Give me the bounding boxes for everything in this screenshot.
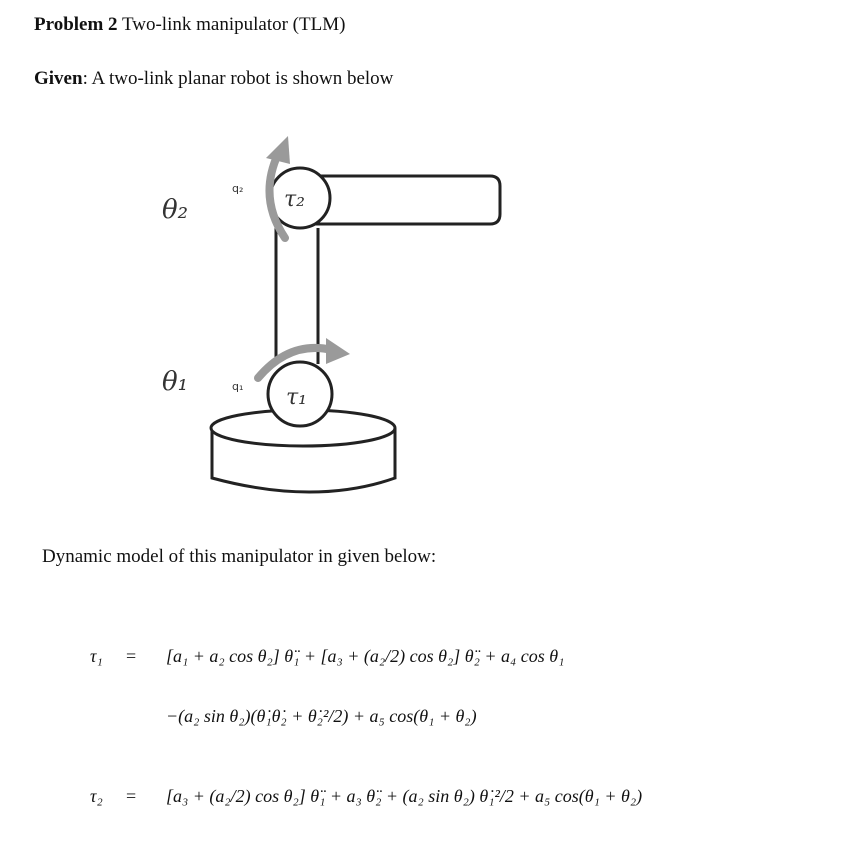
tau2-label: τ₂ bbox=[284, 187, 305, 212]
tau1-label: τ₁ bbox=[286, 385, 307, 410]
given-line bbox=[34, 68, 393, 90]
q1-label: q₁ bbox=[232, 380, 244, 393]
tau1-line-1: [a₁ + a₂ cos θ₂] θ̈₁ + [a₃ + (a₂/2) cos θ₂] θ̈₂ + a₄ cos θ₁ bbox=[166, 646, 565, 666]
tau1-line-2: −(a₂ sin θ₂)(θ̇₁θ̇₂ + θ̇₂²/2) + a₅ cos(θ₁ + θ₂) bbox=[166, 706, 477, 726]
equals-1: = bbox=[126, 646, 137, 666]
given-text: : A two-link planar robot is shown below bbox=[82, 68, 394, 89]
problem-label: Problem 2 bbox=[34, 14, 118, 35]
problem-title bbox=[34, 14, 345, 36]
link-2 bbox=[310, 176, 500, 224]
given-label: Given bbox=[34, 68, 83, 89]
theta1-label: θ₁ bbox=[162, 367, 189, 397]
theta2-label: θ₂ bbox=[162, 195, 189, 225]
link-1 bbox=[276, 228, 318, 364]
two-link-robot-figure bbox=[140, 128, 560, 508]
equals-2: = bbox=[126, 786, 137, 806]
q2-label: q₂ bbox=[232, 182, 244, 195]
tau1-lhs: τ₁ bbox=[90, 646, 103, 666]
tau2-lhs: τ₂ bbox=[90, 786, 103, 806]
dynamics-intro: Dynamic model of this manipulator in given below: bbox=[42, 546, 437, 567]
problem-title-text: Two-link manipulator (TLM) bbox=[121, 14, 346, 35]
tau2-line-1: [a₃ + (a₂/2) cos θ₂] θ̈₁ + a₃ θ̈₂ + (a₂ sin θ₂) θ̇₁²/2 + a₅ cos(θ₁ + θ₂) bbox=[166, 786, 643, 806]
